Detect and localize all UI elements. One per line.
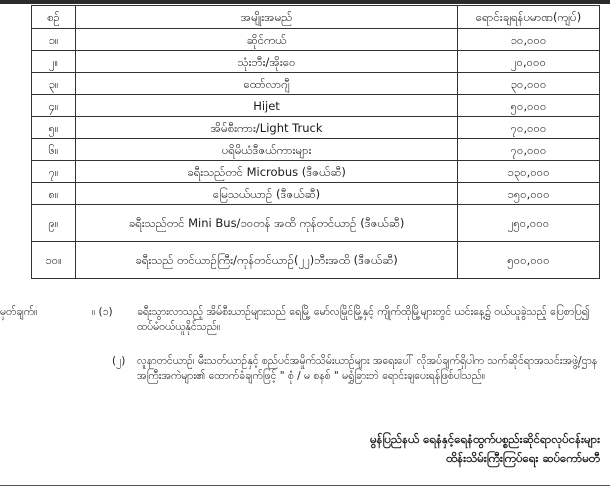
table-row xyxy=(32,73,600,95)
row-serial-no: ၅။ xyxy=(32,117,76,139)
row-sale-amount: ၁၀,၀၀၀ xyxy=(458,29,600,51)
row-vehicle-type: ဆိုင်ကယ် xyxy=(76,29,458,51)
signature-line-2: ထိန်းသိမ်းကြီးကြပ်ရေး ဆပ်ကော်မတီ xyxy=(446,451,600,465)
row-sale-amount: ၅၀,၀၀၀ xyxy=(458,95,600,117)
row-sale-amount: ၇၀,၀၀၀ xyxy=(458,117,600,139)
note-1-text: ခရီးသွားလာသည့် အိမ်စီးယာဉ်များသည် ရေမြို့ မော်လမြိုင်မြို့နှင့် ကျိုက်ထိုမြို့များတွင် ယင်းနေ့၌ ဝယ်ယူခွဲသည့် ပြေစာပြ၍ ထပ်မံဝယ်ယူနိုင်သည်။ xyxy=(137,306,590,333)
header-vehicle-type: အမျိုးအမည် xyxy=(76,6,458,29)
table-row xyxy=(32,139,600,161)
row-serial-no: ၉။ xyxy=(32,205,76,242)
note-2-marker: (၂) xyxy=(112,355,126,367)
row-serial-no: ၆။ xyxy=(32,139,76,161)
table-row xyxy=(32,183,600,205)
table-row xyxy=(32,242,600,279)
row-vehicle-type: မြေသယ်ယာဉ် (ဒီဇယ်ဆီ) xyxy=(76,183,458,205)
row-serial-no: ၁။ xyxy=(32,29,76,51)
row-vehicle-type: ပရိမိယံဒီဇယ်ကားများ xyxy=(76,139,458,161)
bottom-border-rule xyxy=(0,485,610,486)
header-sale-amount: ရောင်းချရန်ပမာဏ(ကျပ်) xyxy=(458,6,600,29)
table-row xyxy=(32,117,600,139)
fuel-quota-table xyxy=(31,5,600,279)
row-vehicle-type: ခရီးသည်တင် Microbus (ဒီဇယ်ဆီ) xyxy=(76,161,458,183)
row-vehicle-type: ထော်လာဂျီ xyxy=(76,73,458,95)
row-serial-no: ၃။ xyxy=(32,73,76,95)
row-vehicle-type: ခရီးသည် တင်ယာဉ်ကြီး/ကုန်တင်ယာဉ်(၂၂)ဘီးအထိ (ဒီဇယ်ဆီ) xyxy=(76,242,458,279)
row-serial-no: ၂။ xyxy=(32,51,76,73)
row-sale-amount: ၃၀,၀၀၀ xyxy=(458,73,600,95)
row-serial-no: ၄။ xyxy=(32,95,76,117)
row-sale-amount: ၅၀၀,၀၀၀ xyxy=(458,242,600,279)
table-row xyxy=(32,95,600,117)
note-2-text: လူနာတင်ယာဉ်၊ မီးသတ်ယာဉ်နှင့် စည်ပင်အမှိုက်သိမ်းယာဉ်များ အရေးပေါ် လိုအပ်ချက်ရှိပါက သက်ဆိုင်ရာအသင်းအဖွဲ့/ဌာနအကြီးအကဲများ၏ ထောက်ခံချက်ဖြင့် " စုံ / မ စနစ် " မရွှံခြားဘဲ ရောင်းချပေးရန်ဖြစ်ပါသည်။ xyxy=(137,355,598,382)
header-serial-no: စဉ် xyxy=(32,6,76,29)
row-vehicle-type: ခရီးသည်တင် Mini Bus/၁၀တန် အထိ ကုန်တင်ယာဉ် (ဒီဇယ်ဆီ) xyxy=(76,205,458,242)
row-vehicle-type: Hijet xyxy=(76,95,458,117)
row-serial-no: ၈။ xyxy=(32,183,76,205)
note-1-marker: ။ (၁) xyxy=(92,306,113,318)
row-sale-amount: ၁၅၀,၀၀၀ xyxy=(458,183,600,205)
row-sale-amount: ၁၃၀,၀၀၀ xyxy=(458,161,600,183)
table-row xyxy=(32,205,600,242)
top-border-rule xyxy=(0,0,610,4)
row-sale-amount: ၂၅၀,၀၀၀ xyxy=(458,205,600,242)
row-serial-no: ၁၀။ xyxy=(32,242,76,279)
row-vehicle-type: အိမ်စီးကား/Light Truck xyxy=(76,117,458,139)
row-sale-amount: ၂၀,၀၀၀ xyxy=(458,51,600,73)
signature-line-1: မွန်ပြည်နယ် ရေနံနှင့်ရေနံထွက်ပစ္စည်းဆိုင်ရာလုပ်ငန်းများ xyxy=(369,432,600,446)
row-serial-no: ၇။ xyxy=(32,161,76,183)
row-vehicle-type: သုံးဘီး/အိုးဝေ xyxy=(76,51,458,73)
table-row xyxy=(32,51,600,73)
table-row xyxy=(32,161,600,183)
row-sale-amount: ၇၀,၀၀၀ xyxy=(458,139,600,161)
table-row xyxy=(32,29,600,51)
notes-label: မှတ်ချက်။ xyxy=(0,306,38,318)
table-header-row xyxy=(32,6,600,29)
